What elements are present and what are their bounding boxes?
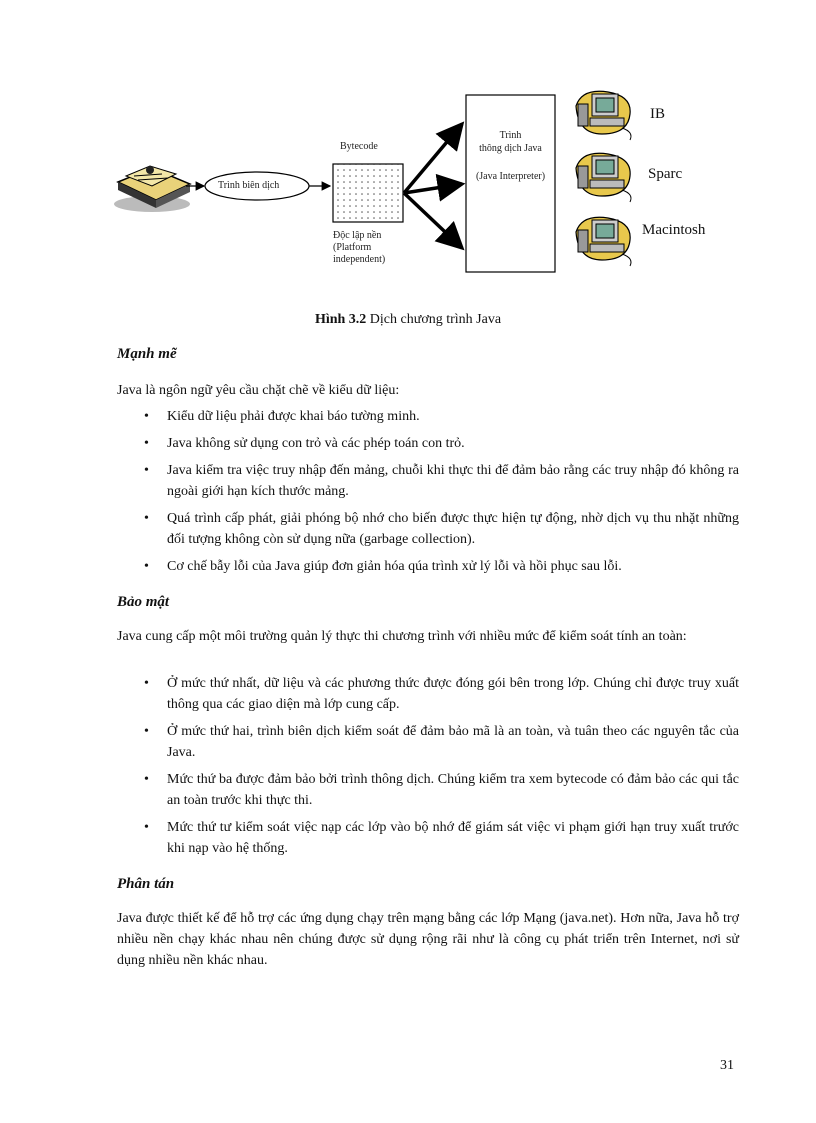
- list-item: • Ở mức thứ nhất, dữ liệu và các phương thức được đóng gói bên trong lớp. Chúng chỉ được truy xuất thông qua các giao diện mà lớp cung cấp.: [117, 673, 739, 715]
- interpreter-label-line-3: (Java Interpreter): [475, 171, 546, 182]
- computer-icon-macintosh: [576, 217, 631, 266]
- bullet-icon: •: [144, 511, 149, 526]
- section-heading-security: Bảo mật: [117, 594, 170, 610]
- list-item: • Mức thứ ba được đảm bảo bởi trình thông dịch. Chúng kiểm tra xem bytecode có đảm bảo các qui tắc an toàn trước khi thực thi.: [117, 769, 739, 811]
- section-heading-robust: Mạnh mẽ: [117, 346, 177, 362]
- platform-label-macintosh: Macintosh: [642, 222, 706, 238]
- section-intro-security: Java cung cấp một môi trường quản lý thực thi chương trình với nhiều mức để kiểm soát tính an toàn:: [117, 629, 687, 644]
- bullet-icon: •: [144, 676, 149, 691]
- section-body-distributed: Java được thiết kế để hỗ trợ các ứng dụng chạy trên mạng bằng các lớp Mạng (java.net). Hơn nữa, Java hỗ trợ nhiều nền chạy khác nhau nên chúng được sử dụng rộng rãi như là công cụ phát triển trên Internet, nơi sử dụng nhiều nền khác nhau.: [117, 911, 739, 968]
- section-heading-distributed: Phân tán: [117, 876, 175, 892]
- list-item: • Mức thứ tư kiểm soát việc nạp các lớp vào bộ nhớ để giám sát việc vi phạm giới hạn truy xuất trước khi nạp vào hệ thống.: [117, 817, 739, 859]
- java-compilation-diagram: [0, 0, 816, 300]
- platform-independent-line-2: (Platform: [333, 242, 372, 253]
- list-item: • Java kiểm tra việc truy nhập đến mảng, chuỗi khi thực thi để đảm bảo rằng các truy nhập đó không ra ngoài giới hạn kích thước mảng.: [117, 460, 739, 502]
- platform-independent-line-1: Độc lập nền: [333, 230, 382, 241]
- interpreter-label-line-1: Trình: [499, 130, 522, 141]
- source-code-book-icon: [114, 166, 190, 212]
- list-item: • Cơ chế bẫy lỗi của Java giúp đơn giản hóa qúa trình xử lý lỗi và hồi phục sau lỗi.: [117, 556, 739, 577]
- page-number: 31: [720, 1058, 734, 1073]
- bullet-icon: •: [144, 772, 149, 787]
- bullet-icon: •: [144, 559, 149, 574]
- bullet-icon: •: [144, 463, 149, 478]
- bullet-icon: •: [144, 436, 149, 451]
- list-item: • Java không sử dụng con trỏ và các phép toán con trỏ.: [117, 433, 739, 454]
- bullet-icon: •: [144, 820, 149, 835]
- figure-caption: [0, 312, 816, 328]
- bytecode-box: [333, 164, 403, 222]
- interpreter-box: [466, 95, 555, 272]
- bytecode-label: Bytecode: [340, 141, 378, 152]
- bullet-icon: •: [144, 409, 149, 424]
- computer-icon-ib: [576, 91, 631, 140]
- bullet-icon: •: [144, 724, 149, 739]
- list-item: • Ở mức thứ hai, trình biên dịch kiểm soát để đảm bảo mã là an toàn, và tuân theo các nguyên tắc của Java.: [117, 721, 739, 763]
- compiler-label: Trình biên dịch: [218, 180, 280, 191]
- figure-title: Dịch chương trình Java: [366, 312, 502, 327]
- computer-icon-sparc: [576, 153, 631, 202]
- interpreter-label-line-2: thông dịch Java: [479, 143, 542, 154]
- list-item: • Quá trình cấp phát, giải phóng bộ nhớ cho biến được thực hiện tự động, nhờ dịch vụ thu nhặt những đối tượng không còn sử dụng nữa (garbage collection).: [117, 508, 739, 550]
- section-intro-robust: Java là ngôn ngữ yêu cầu chặt chẽ về kiểu dữ liệu:: [117, 383, 400, 398]
- platform-label-sparc: Sparc: [648, 166, 683, 182]
- bullet-list-security: [117, 673, 739, 865]
- platform-label-ib: IB: [650, 106, 665, 122]
- bullet-list-robust: [117, 406, 739, 583]
- diagram-graphics: [0, 0, 816, 300]
- platform-independent-line-3: independent): [333, 254, 386, 265]
- figure-number: Hình 3.2: [314, 312, 367, 327]
- list-item: • Kiểu dữ liệu phải được khai báo tường minh.: [117, 406, 739, 427]
